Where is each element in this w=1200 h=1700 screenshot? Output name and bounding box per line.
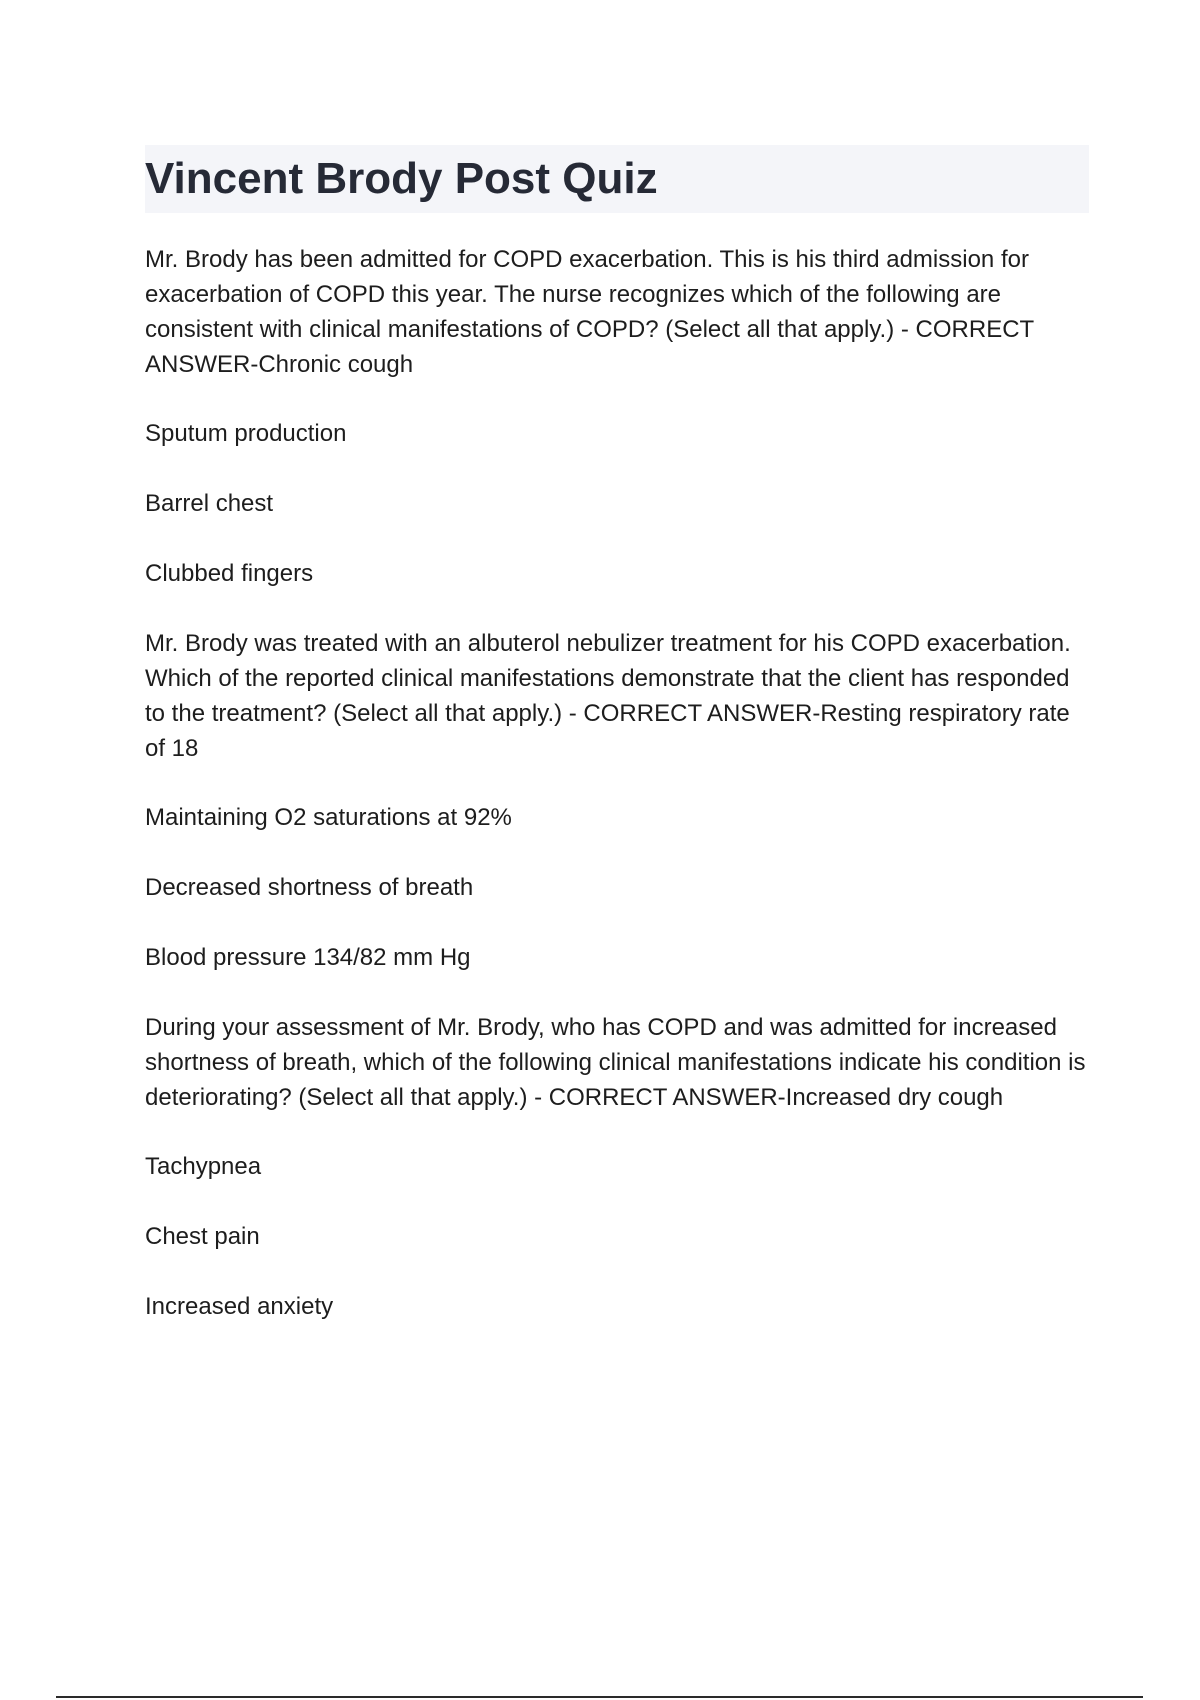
question-paragraph-2: Mr. Brody was treated with an albuterol nebulizer treatment for his COPD exacerbation. Which of the reported clinical manifestations demonstrate that the client has responded to the treatment? (Select all that apply.) - CORRECT ANSWER-Resting respiratory rate of 18 [145, 630, 1071, 762]
footer-divider [56, 1696, 1143, 1698]
question-paragraph-1: Mr. Brody has been admitted for COPD exacerbation. This is his third admission for exacerbation of COPD this year. The nurse recognizes which of the following are consistent with clinical manifestations of COPD? (Select all that apply.) - CORRECT ANSWER-Chronic cough [145, 246, 1034, 378]
answer-line: Maintaining O2 saturations at 92% [145, 804, 512, 831]
answer-line: Chest pain [145, 1223, 260, 1250]
page-title: Vincent Brody Post Quiz [145, 154, 658, 203]
answer-line: Clubbed fingers [145, 560, 314, 587]
answer-line: Barrel chest [145, 490, 274, 517]
answer-line: Sputum production [145, 420, 347, 447]
answer-line: Tachypnea [145, 1153, 262, 1180]
answer-line: Decreased shortness of breath [145, 874, 474, 901]
document-body [145, 242, 1090, 1359]
answer-line: Blood pressure 134/82 mm Hg [145, 944, 471, 971]
answer-line: Increased anxiety [145, 1293, 334, 1320]
title-band [145, 145, 1089, 213]
question-paragraph-3: During your assessment of Mr. Brody, who has COPD and was admitted for increased shortness of breath, which of the following clinical manifestations indicate his condition is deteriorating? (Select all that apply.) - CORRECT ANSWER-Increased dry cough [145, 1014, 1086, 1111]
